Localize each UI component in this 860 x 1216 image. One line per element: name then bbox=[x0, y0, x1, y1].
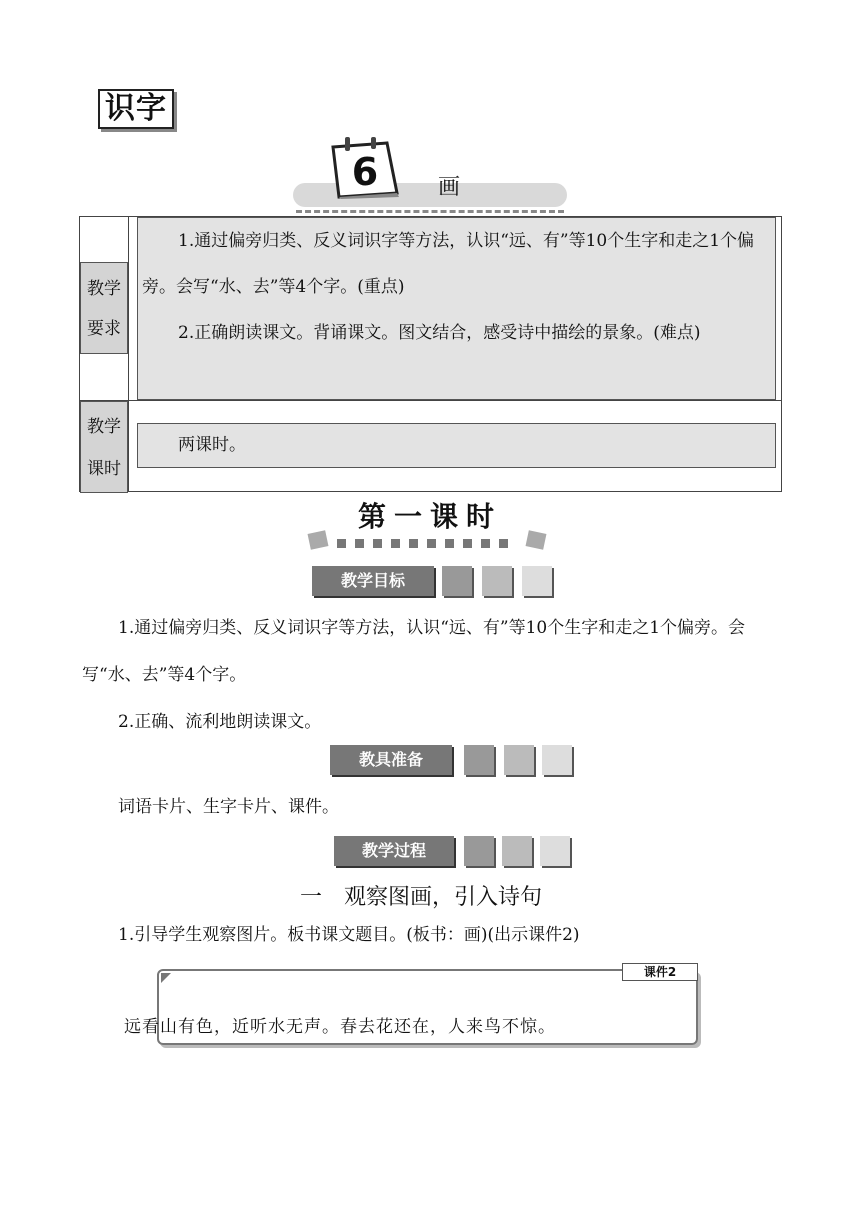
tools-badge-label: 教具准备 bbox=[330, 745, 452, 775]
title-dash-line bbox=[296, 210, 564, 213]
badge-square bbox=[540, 836, 570, 866]
process-badge-label: 教学过程 bbox=[334, 836, 454, 866]
tools-text: 词语卡片、生字卡片、课件。 bbox=[118, 797, 339, 817]
process-heading: 一 观察图画，引入诗句 bbox=[300, 885, 543, 910]
goals-badge-label: 教学目标 bbox=[312, 566, 434, 596]
badge-square bbox=[542, 745, 572, 775]
goal-item: 1.通过偏旁归类、反义词识字等方法，认识“远、有”等10个生字和走之1个偏旁。会写“水、去”等4个字。 bbox=[82, 618, 746, 685]
period-divider bbox=[305, 528, 555, 554]
goals-text bbox=[82, 605, 782, 746]
section-label: 识字 bbox=[98, 89, 174, 129]
requirement-item: 1.通过偏旁归类、反义词识字等方法，认识“远、有”等10个生字和走之1个偏旁。会写“水、去”等4个字。(重点) bbox=[142, 231, 755, 297]
corner-mark bbox=[161, 973, 171, 983]
badge-square bbox=[442, 566, 472, 596]
periods-label-text: 教学课时 bbox=[87, 417, 121, 479]
periods-label bbox=[80, 401, 128, 493]
goal-item: 2.正确、流利地朗读课文。 bbox=[118, 712, 322, 732]
period-title: 第一课时 bbox=[357, 500, 502, 533]
periods-value: 两课时。 bbox=[178, 435, 246, 455]
requirements-label bbox=[80, 262, 128, 354]
poem-text: 远看山有色，近听水无声。春去花还在，人来鸟不惊。 bbox=[124, 1017, 556, 1037]
lesson-title: 画 bbox=[438, 175, 461, 200]
lesson-number: 6 bbox=[351, 150, 379, 194]
badge-square bbox=[464, 836, 494, 866]
badge-square bbox=[464, 745, 494, 775]
periods-box bbox=[137, 423, 776, 468]
badge-square bbox=[522, 566, 552, 596]
info-table bbox=[79, 216, 782, 492]
courseware-tag: 课件2 bbox=[622, 963, 698, 981]
badge-square bbox=[502, 836, 532, 866]
badge-square bbox=[482, 566, 512, 596]
requirements-box bbox=[137, 217, 776, 400]
requirements-label-text: 教学要求 bbox=[87, 279, 121, 339]
requirement-item: 2.正确朗读课文。背诵课文。图文结合，感受诗中描绘的景象。(难点) bbox=[178, 323, 701, 343]
badge-square bbox=[504, 745, 534, 775]
process-step: 1.引导学生观察图片。板书课文题目。(板书：画)(出示课件2) bbox=[118, 925, 580, 945]
